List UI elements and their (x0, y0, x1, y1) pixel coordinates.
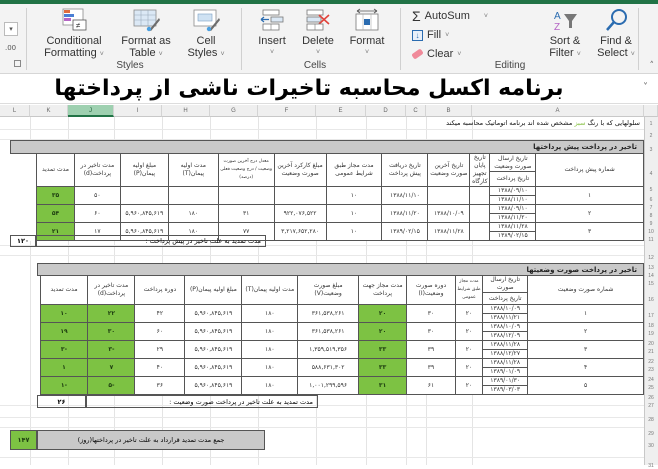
ribbon-separator (400, 8, 401, 70)
header-initial-duration: مدت اولیه پیمان(T) (242, 276, 298, 305)
calc-allowed-payment: ۲۰ (358, 305, 406, 323)
column-header-e[interactable]: E (316, 105, 366, 117)
header-payment-date: تاریخ پرداخت (483, 293, 528, 305)
number-format-dropdown[interactable]: ▾ (4, 22, 18, 36)
advance-table-title: تاخیر در پرداخت پیش پرداختها (11, 141, 644, 154)
calc-allowed-payment: ۳۳ (358, 359, 406, 377)
fill-down-icon: ↓ (412, 30, 423, 41)
svg-text:A: A (554, 11, 561, 22)
number-dialog-launcher-icon[interactable] (14, 60, 21, 67)
title-banner (0, 74, 658, 104)
header-coefficient: معدل درج آخرین صورت وضعیت / درج وضعیت فعلی (درصد) (218, 154, 274, 187)
statements-total-label: مدت تمدید به علت تاخیر در پرداخت صورت وضعیت : (86, 395, 318, 408)
advance-payments-table: تاخیر در پرداخت پیش پرداختها شماره پیش پرداخت تاریخ ارسال صورت وضعیت تاریخ پایان تجهیز کارگاه تاریخ آخرین صورت وضعیت تاریخ دریافت پیش پرداخت مدت مجاز طبق شرایط عمومی مبلغ کارکرد آخرین صورت وضعیت معدل درج آخرین صورت وضعیت / درج وضعیت فعلی (درصد) مدت اولیه پیمان(T) مبلغ اولیه پیمان(P) مدت تاخیر در پرداخت(d) مدت تمدید تاریخ پرداخت ۱ ۱۳۸۸/۰۹/۱۰ ۱۳۸۸/۱۱/۱۰ ۱۰ ۵۰ ۳۵ ۱۳۸۸/۱۱/۱۰ ۲ ۱۳۸۸/۰۹/۱۰ ۱۳۸۸/۱۰/۰۹ ۱۳۸۸/۱۱/۲۰ ۱۰ ۹۲۲,۰۷۶,۵۲۲ ۳۱ ۱۸۰ ۵,۹۶۰,۸۴۵,۶۱۹ ۶۰ ۵۴ ۱۳۸۸/۱۱/۲۰ ۳ ۱۳۸۸/۱۱/۲۸ ۱۳۸۸/۱۱/۲۸ ۱۳۸۹/۰۲/۱۵ ۱۰ ۳,۲۱۷,۶۵۲,۲۸۰ ۷۷ ۱۸۰ ۵,۹۶۰,۸۴۵,۶۱۹ ۱۷ ۲۱ ۱۳۸۹/۰۲/۱۵ (10, 140, 644, 241)
delete-cells-button[interactable]: Delete ˅ (296, 8, 340, 59)
green-highlight-word: سبز (574, 119, 586, 127)
column-header-h[interactable]: H (162, 105, 210, 117)
header-number: شماره پیش پرداخت (536, 154, 644, 187)
advance-total-label: مدت تمدید به علت تاخیر در پیش پرداخت : (36, 235, 266, 247)
svg-text:≠: ≠ (76, 21, 81, 30)
header-extension: مدت تمدید (40, 276, 88, 305)
calc-extension: ۳۵ (37, 187, 75, 205)
calc-delay: ۷ (88, 359, 135, 377)
fill-button[interactable]: ↓ Fill ˅ (412, 29, 449, 41)
ribbon (0, 4, 658, 74)
eraser-icon (411, 48, 423, 59)
column-header-j[interactable]: J (68, 105, 114, 117)
header-payment-period: دوره پرداخت (135, 276, 185, 305)
calc-extension: -۳ (40, 341, 88, 359)
column-header-d[interactable]: D (366, 105, 406, 117)
format-as-table-button[interactable]: Format as Table ˅ (116, 8, 176, 61)
header-payment-date: تاریخ پرداخت (490, 172, 536, 187)
cell-number[interactable]: ۱ (536, 187, 644, 205)
styles-group-label: Styles (116, 60, 144, 71)
header-last-statement-date: تاریخ آخرین صورت وضعیت (428, 154, 470, 187)
grand-total-label: جمع مدت تمدید قرارداد به علت تاخیر در پرداختها(روز) (37, 430, 265, 450)
column-header-b[interactable]: B (426, 105, 472, 117)
column-header-l[interactable]: L (0, 105, 30, 117)
calc-extension: ۱۰ (40, 305, 88, 323)
calc-extension: ۱ (40, 359, 88, 377)
clear-button[interactable]: Clear ˅ (412, 48, 461, 60)
header-send-date: تاریخ ارسال صورت وضعیت (490, 154, 536, 172)
collapse-ribbon-icon[interactable]: ˄ (649, 61, 654, 71)
cell-styles-icon (191, 8, 221, 32)
grand-total-value: ۱۴۷ (10, 430, 37, 450)
column-header-a[interactable]: A (472, 105, 644, 117)
calc-extension: ۲۱ (37, 223, 75, 241)
header-statement-period: دوره صورت وضعیت(I) (407, 276, 456, 305)
calc-allowed-payment: ۳۳ (358, 341, 406, 359)
insert-cells-icon (257, 8, 287, 32)
autosum-icon: Σ (412, 8, 421, 24)
header-initial-amount: مبلغ اولیه پیمان(P) (120, 154, 168, 187)
worksheet[interactable] (0, 105, 658, 469)
calc-allowed-payment: ۲۰ (358, 323, 406, 341)
calc-allowed-payment: ۳۱ (358, 377, 406, 395)
header-statement-amount: مبلغ صورت وضعیت(V) (298, 276, 359, 305)
advance-total-value: ۱۲۰ (10, 235, 36, 247)
header-statement-number: شماره صورت وضعیت (528, 276, 644, 305)
svg-text:Z: Z (554, 22, 561, 32)
delete-cells-icon (303, 8, 333, 32)
autosum-button[interactable]: Σ AutoSum ˅ (412, 8, 488, 24)
cell-date-a[interactable]: ۱۳۸۸/۰۹/۱۰ (490, 187, 536, 196)
page-title: برنامه اکسل محاسبه تاخیرات ناشی از پرداختها (54, 76, 564, 101)
magnifier-icon (601, 8, 631, 32)
calc-extension: ۱۹ (40, 323, 88, 341)
format-as-table-icon (131, 8, 161, 32)
ribbon-separator (638, 8, 639, 70)
header-end-date: تاریخ پایان تجهیز کارگاه (470, 154, 490, 187)
cell-styles-button[interactable]: Cell Styles ˅ (180, 8, 232, 61)
header-initial-amount: مبلغ اولیه پیمان(P) (185, 276, 242, 305)
header-allowed-period: مدت مجاز طبق شرایط عمومی (326, 154, 382, 187)
decrease-decimal-icon[interactable]: .00 (5, 44, 17, 52)
insert-cells-button[interactable]: Insert ˅ (252, 8, 292, 59)
header-delay: مدت تاخیر در پرداخت(d) (88, 276, 135, 305)
calc-extension: -۱ (40, 377, 88, 395)
statements-total-value: ۲۶ (37, 395, 86, 408)
header-delay: مدت تاخیر در پرداخت(d) (74, 154, 120, 187)
conditional-formatting-icon (59, 8, 89, 32)
format-cells-button[interactable]: Format ˅ (344, 8, 390, 59)
header-send-date: تاریخ ارسال صورت (483, 276, 528, 293)
statements-table: تاخیر در پرداخت صورت وضعیتها شماره صورت وضعیت تاریخ ارسال صورت مدت مجاز طبق شرایط عمومی دوره صورت وضعیت(I) مدت مجاز جهت پرداخت مبلغ صورت وضعیت(V) مدت اولیه پیمان(T) مبلغ اولیه پیمان(P) دوره پرداخت مدت تاخیر در پرداخت(d) مدت تمدید تاریخ پرداخت ۱ ۱۳۸۸/۱۰/۰۹ ۲۰ ۳۰ ۲۰ ۳۶۱,۵۳۸,۲۶۱ ۱۸۰ ۵,۹۶۰,۸۴۵,۶۱۹ ۴۲ ۲۲ ۱۰ ۱۳۸۸/۱۱/۲۱ ۲ ۱۳۸۸/۱۰/۰۹ ۲۰ ۳۰ ۲۰ ۳۶۱,۵۳۸,۲۶۱ ۱۸۰ ۵,۹۶۰,۸۴۵,۶۱۹ ۶۰ ۳۰ ۱۹ ۱۳۸۸/۱۲/۰۹ ۳ ۱۳۸۸/۱۱/۲۸ ۲۰ ۳۹ ۳۳ ۱,۳۵۹,۵۱۹,۳۵۶ ۱۸۰ ۵,۹۶۰,۸۴۵,۶۱۹ ۲۹ -۳ -۳ ۱۳۸۸/۱۲/۲۷ ۴ ۱۳۸۸/۱۱/۲۸ ۲۰ ۳۹ ۳۳ ۵۸۸,۶۳۱,۳۰۲ ۱۸۰ ۵,۹۶۰,۸۴۵,۶۱۹ ۴۰ ۷ ۱ ۱۳۸۹/۰۱/۰۹ ۵ ۱۳۸۹/۰۱/۳۰ ۲۰ ۶۱ ۳۱ ۱,۰۰۱,۲۹۹,۵۹۶ ۱۸۰ ۵,۹۶۰,۸۴۵,۶۱۹ ۳۶ -۵ -۱ ۱۳۸۹/۰۳/۰۳ (37, 263, 644, 395)
header-allowed-payment: مدت مجاز جهت پرداخت (358, 276, 406, 305)
header-initial-duration: مدت اولیه پیمان(T) (168, 154, 218, 187)
expand-formula-bar-icon[interactable]: ˅ (643, 82, 648, 93)
column-header-i[interactable]: I (114, 105, 162, 117)
cells-group-label: Cells (303, 60, 327, 71)
header-extension: مدت تمدید (37, 154, 75, 187)
editing-group-label: Editing (494, 60, 526, 71)
header-receive-date: تاریخ دریافت پیش پرداخت (382, 154, 428, 187)
calc-delay: -۵ (88, 377, 135, 395)
column-header-g[interactable]: G (210, 105, 258, 117)
column-header-k[interactable]: K (30, 105, 68, 117)
conditional-formatting-button[interactable]: ≠ Conditional Formatting ˅ (38, 8, 110, 61)
row-header-column[interactable]: 1 2 3 4 5 6 7 8 9 10 11 12 13 14 15 16 17 18 19 20 21 22 23 24 25 26 27 28 29 30 31 (644, 117, 658, 465)
calc-extension: ۵۴ (37, 205, 75, 223)
column-header-f[interactable]: F (258, 105, 316, 117)
sort-filter-icon (550, 8, 580, 32)
select-all-corner[interactable] (644, 105, 658, 117)
statements-table-title: تاخیر در پرداخت صورت وضعیتها (38, 264, 644, 276)
ribbon-separator (241, 8, 242, 70)
calc-delay: -۳ (88, 341, 135, 359)
format-cells-icon (352, 8, 382, 32)
ribbon-separator (26, 8, 27, 70)
column-header-c[interactable]: C (406, 105, 426, 117)
header-work-amount: مبلغ کارکرد آخرین صورت وضعیت (274, 154, 326, 187)
header-allowed-review: مدت مجاز طبق شرایط عمومی (455, 276, 482, 305)
find-select-button[interactable]: Find & Select ˅ (592, 8, 640, 61)
sort-filter-button[interactable]: A Z Sort & Filter ˅ (540, 8, 590, 61)
instruction-note: سلولهایی که با رنگ سبز مشخص شده اند برنامه اتوماتیک محاسبه میکند (446, 119, 640, 127)
calc-delay: ۳۰ (88, 323, 135, 341)
calc-delay: ۲۲ (88, 305, 135, 323)
